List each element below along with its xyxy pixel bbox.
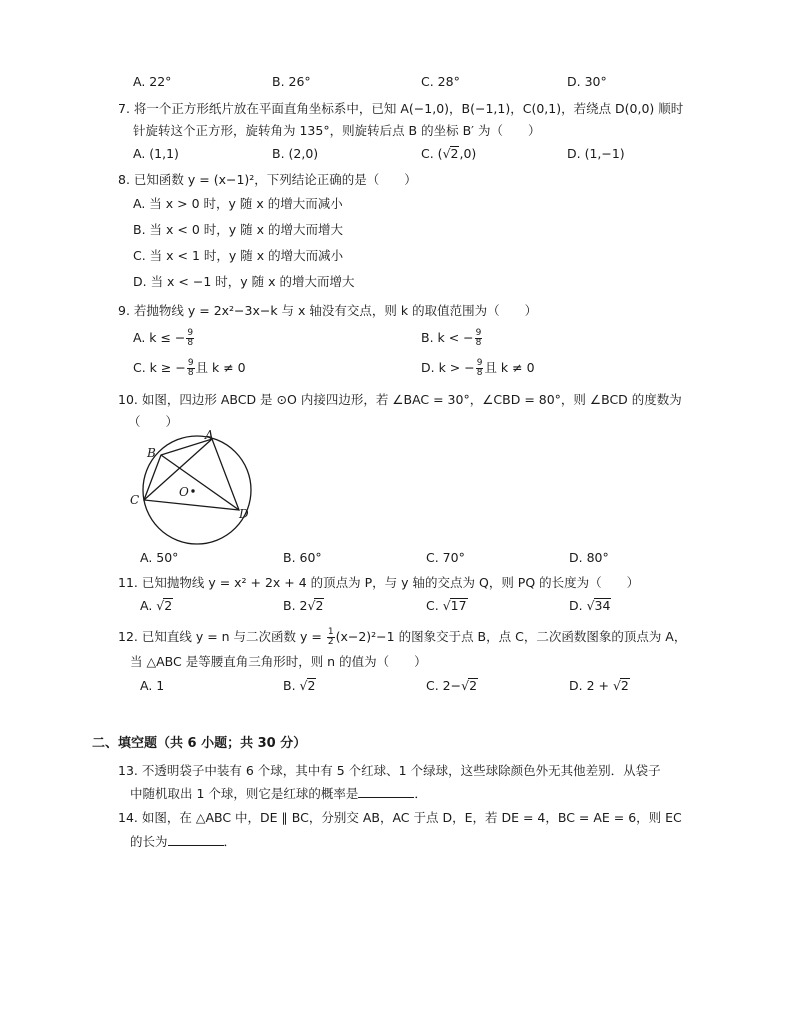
q12-stem-line2: 当 △ABC 是等腰直角三角形时，则 n 的值为（ ） [130,654,427,669]
label-o: O [179,485,189,499]
section-title-fill-in: 二、填空题（共 6 小题；共 30 分） [92,736,307,751]
q11-option-c-radicand: 17 [450,598,467,613]
q7-option-c-post: ,0) [459,146,477,161]
q9-fraction: $\frac{9}{8}$ [476,358,483,378]
q12-option-c-radicand: 2 [469,678,478,693]
q6-option-a: A. 22° [133,74,172,89]
q9-fraction: $\frac{9}{8}$ [475,328,482,348]
q10-option-a: A. 50° [140,550,179,565]
q12-option-c-prefix: C. 2− [426,678,462,693]
q13-line2-end: ． [414,786,427,801]
label-d: D [239,507,249,521]
q10-stem-line1: 10. 如图，四边形 ABCD 是 ⊙O 内接四边形，若 ∠BAC = 30°，∠CBD = 80°，则 ∠BCD 的度数为 [118,392,682,407]
q9-option-c-text: C. k ≥ − [133,360,186,375]
q9-fraction: $\frac{9}{8}$ [187,358,194,378]
q10-option-c: C. 70° [426,550,465,565]
q11-option-d-prefix: D. [569,598,587,613]
q9-option-a [133,329,195,348]
q11-option-b-radicand: 2 [315,598,324,613]
q8-option-d: D. 当 x < −1 时，y 随 x 的增大而增大 [133,274,355,289]
q6-option-d: D. 30° [567,74,607,89]
label-a: A [205,428,214,442]
q11-option-d-radicand: 34 [594,598,611,613]
q14-line2-end: ． [223,834,237,849]
q7-stem-line2: 针旋转这个正方形，旋转角为 135°，则旋转后点 B 的坐标 B′ 为（ ） [133,123,541,138]
q7-option-c-pre: C. ( [421,146,443,161]
q11-stem: 11. 已知抛物线 y = x² + 2x + 4 的顶点为 P，与 y 轴的交点为 Q，则 PQ 的长度为（ ） [118,575,640,590]
q6-option-b: B. 26° [272,74,311,89]
q9-option-d-text: D. k > − [421,360,475,375]
q7-option-c-radicand: 2 [450,146,459,161]
q13-stem-line1: 13. 不透明袋子中装有 6 个球，其中有 5 个红球、1 个绿球，这些球除颜色外无其他差别．从袋子 [118,763,661,778]
q14-answer-blank [168,833,224,846]
q12-option-d-radicand: 2 [620,678,629,693]
q8-option-b: B. 当 x < 0 时，y 随 x 的增大而增大 [133,222,343,237]
q10-option-b: B. 60° [283,550,322,565]
center-point-o [191,489,194,492]
q13-answer-blank [358,785,414,798]
q10-stem-line2: （ ） [128,414,179,429]
label-c: C [130,493,140,507]
q7-option-c: C. (√2,0) [421,146,477,161]
q10-circle-figure [125,428,265,546]
q9-option-d-tail: 且 k ≠ 0 [484,360,535,375]
q12-option-b-radicand: 2 [307,678,316,693]
q11-option-a: A. √2 [140,598,173,613]
q9-option-c [133,359,246,378]
q14-line2-text: 的长为 [130,834,168,849]
q7-option-b: B. (2,0) [272,146,319,161]
q12-option-a: A. 1 [140,678,165,693]
diagonal-bd [161,455,239,510]
label-b: B [147,446,156,460]
q9-option-b-text: B. k < − [421,330,474,345]
q9-stem: 9. 若抛物线 y = 2x²−3x−k 与 x 轴没有交点，则 k 的取值范围为（ ） [118,303,538,318]
q12-option-b-prefix: B. [283,678,300,693]
q7-stem-line1: 7. 将一个正方形纸片放在平面直角坐标系中，已知 A(−1,0)，B(−1,1)，C(0,1)，若绕点 D(0,0) 顺时 [118,101,684,116]
q7-option-d: D. (1,−1) [567,146,625,161]
q9-option-d [421,359,535,378]
q13-stem-line2 [130,785,427,802]
q12-line1-prefix: 12. 已知直线 y = n 与二次函数 y = [118,629,326,644]
q11-option-b-prefix: B. 2 [283,598,308,613]
q12-fraction: $\frac{1}{2}$ [327,627,334,647]
q8-stem: 8. 已知函数 y = (x−1)²，下列结论正确的是（ ） [118,172,417,187]
q12-option-b: B. √2 [283,678,316,693]
q14-stem-line2 [130,833,236,850]
q8-option-a: A. 当 x > 0 时，y 随 x 的增大而减小 [133,196,343,211]
q12-option-d-prefix: D. 2 + [569,678,613,693]
q11-option-a-prefix: A. [140,598,157,613]
q11-option-b: B. 2√2 [283,598,324,613]
q12-option-d: D. 2 + √2 [569,678,629,693]
q12-line1-suffix: (x−2)²−1 的图象交于点 B，点 C，二次函数图象的顶点为 A， [335,629,687,644]
q9-fraction: $\frac{9}{8}$ [187,328,194,348]
q14-stem-line1: 14. 如图，在 △ABC 中，DE ∥ BC，分别交 AB，AC 于点 D，E，若 DE = 4，BC = AE = 6，则 EC [118,810,682,825]
q11-option-a-radicand: 2 [164,598,173,613]
q10-option-d: D. 80° [569,550,609,565]
q13-line2-text: 中随机取出 1 个球，则它是红球的概率是 [130,786,359,801]
q8-option-c: C. 当 x < 1 时，y 随 x 的增大而减小 [133,248,344,263]
q6-option-c: C. 28° [421,74,460,89]
q12-option-c: C. 2−√2 [426,678,478,693]
q9-option-a-text: A. k ≤ − [133,330,186,345]
q9-option-c-tail: 且 k ≠ 0 [195,360,246,375]
q11-option-c-prefix: C. [426,598,443,613]
q7-option-a: A. (1,1) [133,146,179,161]
q11-option-c: C. √17 [426,598,467,613]
q11-option-d: D. √34 [569,598,611,613]
q12-stem-line1 [118,628,686,647]
q9-option-b [421,329,483,348]
